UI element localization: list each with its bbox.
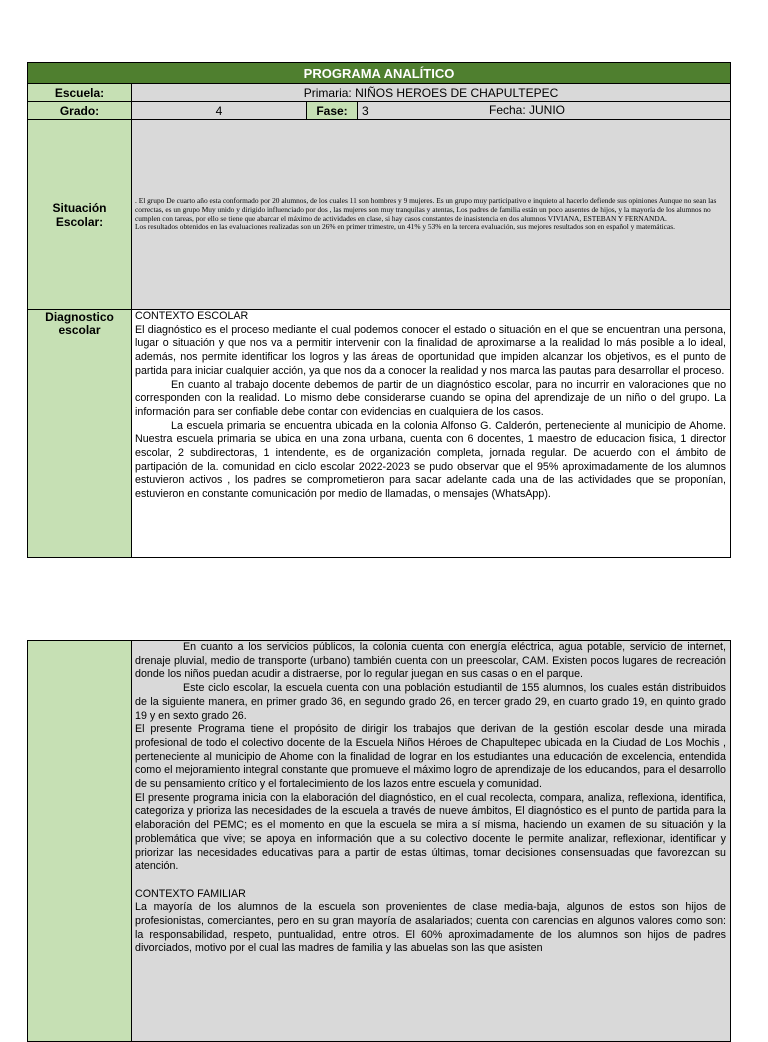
fecha-value: Fecha: JUNIO — [489, 103, 566, 117]
continuation-label-cell — [28, 641, 132, 1042]
fase-label: Fase: — [307, 102, 358, 120]
diagnostico-paragraph: El diagnóstico es el proceso mediante el cual podemos conocer el estado o situación en el que se encuentran una persona, lugar o situación y que nos va a permitir intervenir con la finalidad de aproximarse a la realidad lo más posible a lo ideal, además, nos permite identificar los logros y las áreas de oportunidad que impiden alcanzar los objetivos, es el punto de partida para iniciar cualquier acción, ya que nos da a conocer la realidad y nos marca las pautas para desarrollar el proceso. — [135, 323, 727, 377]
situacion-text — [132, 120, 731, 310]
diagnostico-paragraph: La escuela primaria se encuentra ubicada en la colonia Alfonso G. Calderón, perteneciente al municipio de Ahome. Nuestra escuela primaria se ubica en una zona urbana, cuenta con 6 docentes, 1 maestro de educacion fisica, 1 director escolar, 2 subdirectoras, 1 intendente, es de organización completa, jornada regular. De acuerdo con el ámbito de partipación de la. comunidad en ciclo escolar 2022-2023 se pudo observar que el 95% aproximadamente de los alumnos estuvieron activos , los padres se comprometieron para sacar adelante cada una de las actividades que se proponían, estuvieron en constante comunicación por medio de llamadas, o mensajes (WhatsApp). — [135, 419, 727, 501]
situacion-paragraph: . El grupo De cuarto año esta conformado por 20 alumnos, de los cuales 11 son hombres y 9 mujeres. Es un grupo muy participativo e inquieto al hacerlo defiende sus opiniones Aunque no sean las correctas, es un grupo Muy unido y dirigido influenciado por dos , las mujeres son muy tranquilas y atentas, Los padres de familia están un poco ausentes de hijos, y la mayoría de los alumnos no cumplen con tareas, por ello se tiene que abarcar el máximo de actividades en clase, si hay casos constantes de inasistencia en dos alumnos VIVIANA, ESTEBAN Y FERNANDA. — [135, 196, 717, 223]
situacion-paragraph: Los resultados obtenidos en las evaluaciones realizadas son un 26% en primer trimestre, un 41% y 53% en la tercera evaluación, sus mejores resultados son en español y matemáticas. — [135, 222, 675, 232]
contexto-familiar-heading: CONTEXTO FAMILIAR — [135, 887, 246, 900]
continuation-paragraph: El presente programa inicia con la elaboración del diagnóstico, en el cual recolecta, compara, analiza, reflexiona, identifica, categoriza y prioriza las necesidades de la escuela a través de nueve ámbitos, El diagnóstico es el punto de partida para la elaboración del PEMC; es el momento en que la escuela se mira a sí misma, haciendo un examen de su situación y la problemática que vive; se apoya en información que a su colectivo docente le permite analizar, reflexionar, identificar y priorizar las necesidades educativas para a partir de estas últimas, tomar decisiones consensuadas que favorezcan su atención. — [135, 791, 726, 873]
fase-value: 3 — [362, 103, 369, 118]
continuation-table — [27, 640, 731, 1042]
grado-label: Grado: — [28, 102, 132, 120]
continuation-paragraph: En cuanto a los servicios públicos, la colonia cuenta con energía eléctrica, agua potable, servicio de internet, drenaje pluvial, medio de transporte (urbano) también cuenta con un preescolar, CAM. Existen pocos lugares de recreación donde los niños puedan acudir a distraerse, por lo regular juegan en sus casas o en el parque. — [135, 641, 726, 681]
contexto-familiar-paragraph: La mayoría de los alumnos de la escuela son provenientes de clase media-baja, algunos de estos son hijos de profesionistas, comerciantes, pero en su gran mayoría de asalariados; cuenta con carencias en algunos valores como son: la responsabilidad, respeto, puntualidad, entre otros. El 60% aproximadamente de los alumnos son hijos de padres divorciados, motivo por el cual las madres de familia y las abuelas son las que asisten — [135, 901, 726, 955]
paragraph-gap — [135, 874, 726, 888]
contexto-escolar-heading: CONTEXTO ESCOLAR — [135, 310, 249, 322]
escuela-value: Primaria: NIÑOS HEROES DE CHAPULTEPEC — [132, 84, 731, 102]
continuation-paragraph: Este ciclo escolar, la escuela cuenta con una población estudiantil de 155 alumnos, los cuales están distribuidos de la siguiente manera, en primer grado 36, en segundo grado 26, en tercer grado 29, en cuarto grado 19, en quinto grado 19 y en sexto grado 26. — [135, 682, 726, 722]
programa-analitico-table — [27, 62, 731, 558]
fase-fecha-cell — [358, 102, 731, 120]
diagnostico-paragraph: En cuanto al trabajo docente debemos de partir de un diagnóstico escolar, para no incurrir en valoraciones que no corresponden con la realidad. Lo mismo debe considerarse cuando se opina del aprendizaje de un niño o del grupo. La información para ser confiable debe contar con evidencias en cualquiera de los casos. — [135, 378, 727, 418]
grado-value: 4 — [132, 102, 307, 120]
table-title: PROGRAMA ANALÍTICO — [28, 63, 731, 84]
diagnostico-text — [132, 310, 731, 558]
situacion-label: Situación Escolar: — [28, 120, 132, 310]
diagnostico-label: Diagnostico escolar — [28, 310, 132, 558]
continuation-paragraph: El presente Programa tiene el propósito de dirigir los trabajos que derivan de la gestión escolar desde una mirada profesional de todo el colectivo docente de la Escuela Niños Héroes de Chapultepec ubicada en la Ciudad de Los Mochis , perteneciente al municipio de Ahome con la finalidad de lograr en los estudiantes una educación de excelencia, entendida como el mejoramiento integral constante que promueve el máximo logro de aprendizaje de los educandos, para el desarrollo de su pensamiento crítico y el fortalecimiento de los lazos entre escuela y comunidad. — [135, 723, 726, 791]
escuela-label: Escuela: — [28, 84, 132, 102]
continuation-text — [132, 641, 731, 1042]
